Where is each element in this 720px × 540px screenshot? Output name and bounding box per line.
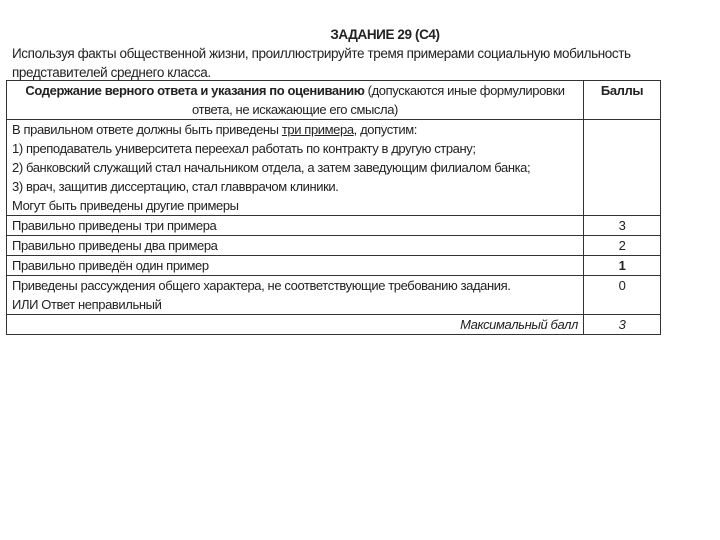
criteria-text-main: Приведены рассуждения общего характера, не соответствующие требованию задания. <box>12 278 511 293</box>
lead-underlined: три примера <box>281 122 354 137</box>
max-row <box>7 315 661 335</box>
scoring-table <box>6 80 661 335</box>
max-label: Максимальный балл <box>7 315 584 335</box>
answer-item: 1) преподаватель университета переехал работать по контракту в другую страну; <box>12 141 476 156</box>
lead-after: , допустим: <box>353 122 417 137</box>
criteria-text: Правильно приведены три примера <box>7 216 584 236</box>
header-points: Баллы <box>584 81 661 120</box>
lead-text: В правильном ответе должны быть приведены <box>12 122 282 137</box>
criteria-text-alt: ИЛИ Ответ неправильный <box>12 297 162 312</box>
task-title: ЗАДАНИЕ 29 (С4) <box>330 27 440 42</box>
table-header-row <box>7 81 661 120</box>
criteria-points: 1 <box>584 256 661 276</box>
task-intro: Используя факты общественной жизни, проиллюстрируйте тремя примерами социальную мобильность представителей среднего класса. <box>12 46 631 80</box>
answer-row <box>7 120 661 216</box>
header-content-bold: Содержание верного ответа и указания по оцениванию <box>25 83 365 98</box>
criteria-row <box>7 236 661 256</box>
header-content <box>7 81 584 120</box>
answer-lead <box>12 120 578 139</box>
criteria-row <box>7 276 661 315</box>
answer-content <box>7 120 584 216</box>
criteria-row <box>7 216 661 236</box>
answer-points <box>584 120 661 216</box>
max-points: 3 <box>584 315 661 335</box>
criteria-text: Правильно приведён один пример <box>7 256 584 276</box>
criteria-text: Правильно приведены два примера <box>7 236 584 256</box>
answer-item: 2) банковский служащий стал начальником отдела, а затем заведующим филиалом банка; <box>12 160 531 175</box>
criteria-points: 0 <box>584 276 661 315</box>
criteria-row <box>7 256 661 276</box>
criteria-points: 2 <box>584 236 661 256</box>
answer-note: Могут быть приведены другие примеры <box>12 198 239 213</box>
criteria-points: 3 <box>584 216 661 236</box>
criteria-text <box>7 276 584 315</box>
header-content-note: (допускаются иные формулировки ответа, не искажающие его смысла) <box>192 83 565 117</box>
answer-item: 3) врач, защитив диссертацию, стал главврачом клиники. <box>12 179 339 194</box>
